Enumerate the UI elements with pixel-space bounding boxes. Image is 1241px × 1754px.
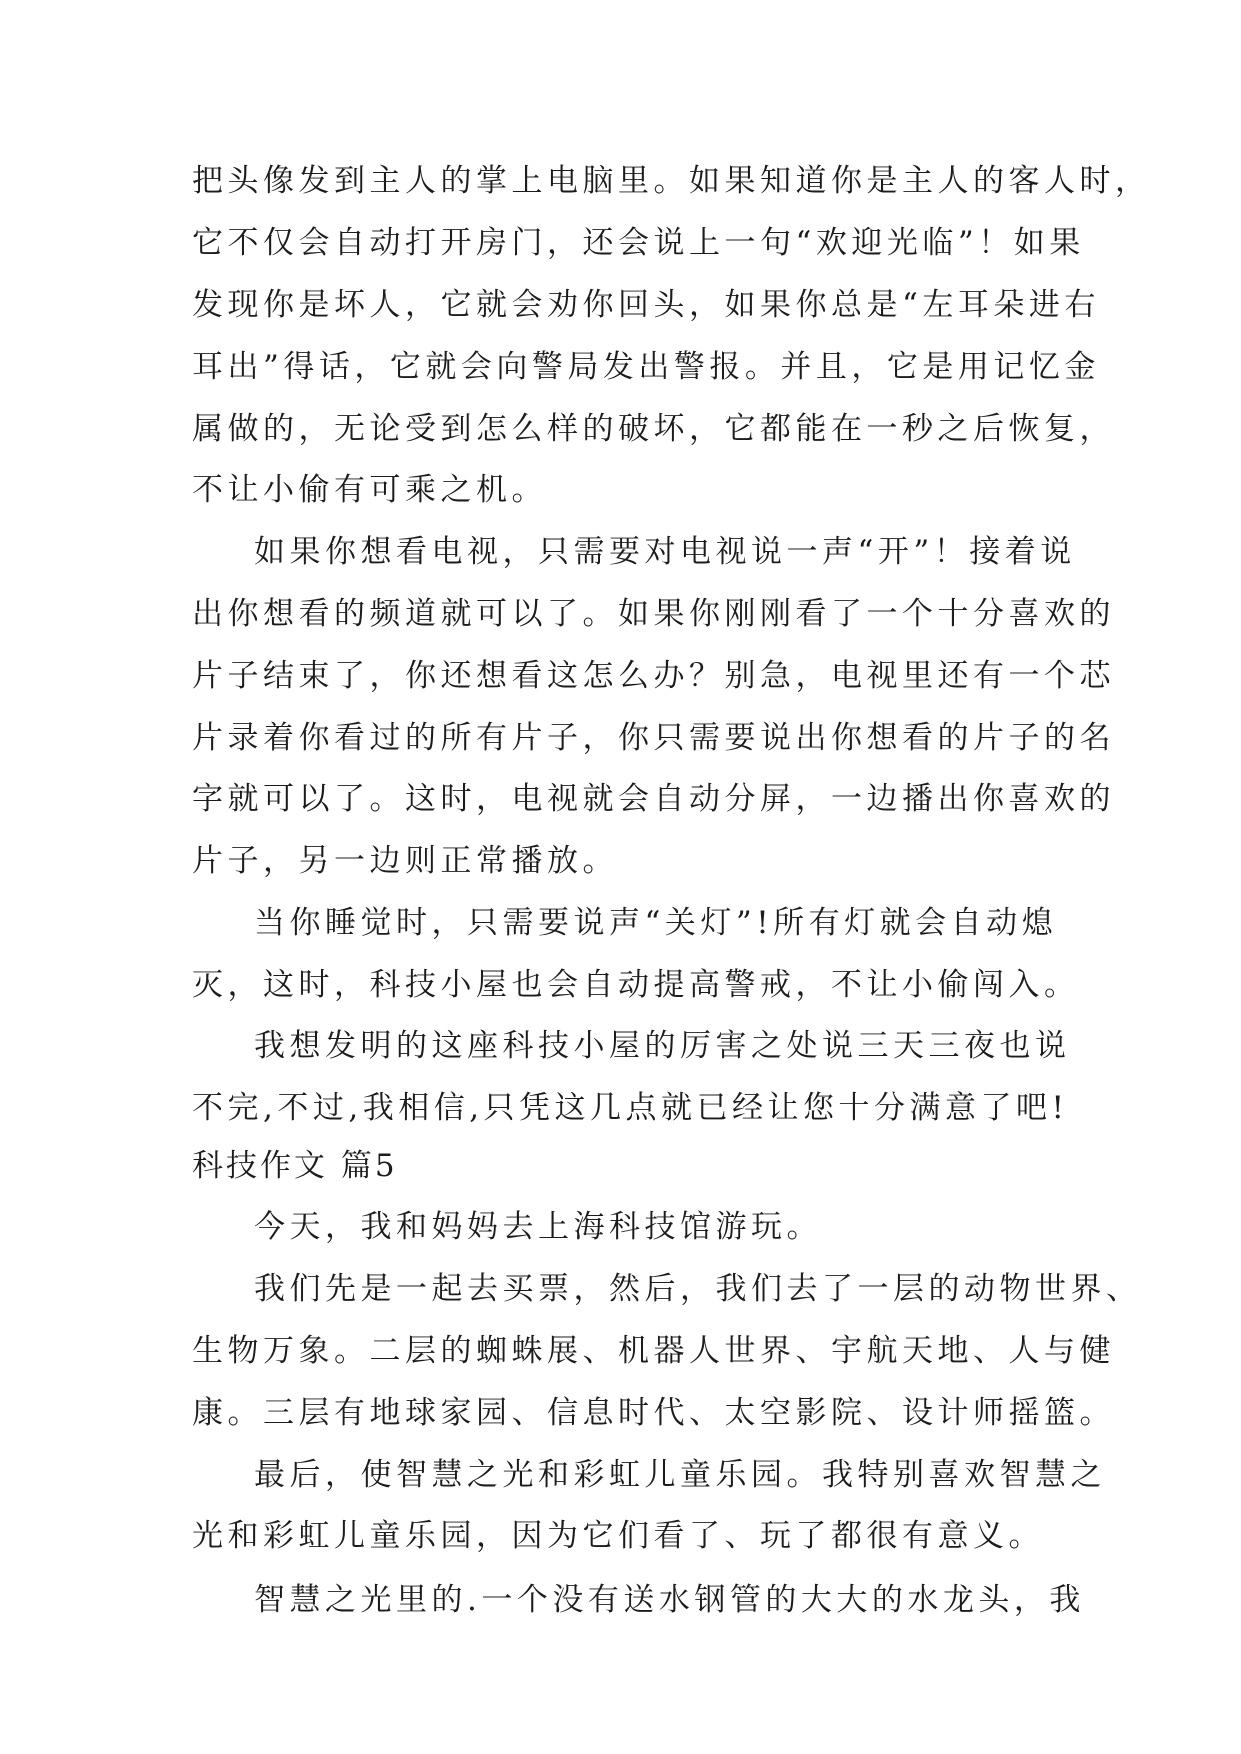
paragraph-first-line: 当你睡觉时，只需要说声“关灯”!所有灯就会自动熄 [254,905,1058,941]
paragraph-first-line: 今天，我和妈妈去上海科技馆游玩。 [254,1209,822,1245]
text-line: 生物万象。二层的蜘蛛展、机器人世界、宇航天地、人与健 [192,1333,1115,1369]
text-line: 出你想看的频道就可以了。如果你刚刚看了一个十分喜欢的 [192,596,1115,632]
text-line: 不完,不过,我相信,只凭这几点就已经让您十分满意了吧! [192,1090,1069,1126]
text-line: 光和彩虹儿童乐园，因为它们看了、玩了都很有意义。 [192,1518,1044,1554]
text-line: 它不仅会自动打开房门，还会说上一句“欢迎光临”！如果 [192,225,1085,261]
text-line: 属做的，无论受到怎么样的破坏，它都能在一秒之后恢复， [192,411,1115,447]
text-line: 片子，另一边则正常播放。 [192,843,618,879]
paragraph-first-line: 我们先是一起去买票，然后，我们去了一层的动物世界、 [254,1271,1142,1307]
text-line: 片子结束了，你还想看这怎么办？别急，电视里还有一个芯 [192,658,1115,694]
paragraph-first-line: 智慧之光里的.一个没有送水钢管的大大的水龙头，我 [254,1582,1085,1618]
paragraph-first-line: 我想发明的这座科技小屋的厉害之处说三天三夜也说 [254,1028,1071,1064]
text-line: 发现你是坏人，它就会劝你回头，如果你总是“左耳朵进右 [192,287,1100,323]
text-line: 康。三层有地球家园、信息时代、太空影院、设计师摇篮。 [192,1395,1115,1431]
section-heading: 科技作文 篇5 [192,1148,398,1184]
text-line: 灭，这时，科技小屋也会自动提高警戒，不让小偷闯入。 [192,967,1080,1003]
text-line: 耳出”得话，它就会向警局发出警报。并且，它是用记忆金 [192,349,1100,385]
paragraph-first-line: 最后，使智慧之光和彩虹儿童乐园。我特别喜欢智慧之 [254,1457,1106,1493]
paragraph-first-line: 如果你想看电视，只需要对电视说一声“开”！接着说 [254,534,1076,570]
text-line: 把头像发到主人的掌上电脑里。如果知道你是主人的客人时， [192,163,1151,199]
text-line: 字就可以了。这时，电视就会自动分屏，一边播出你喜欢的 [192,781,1115,817]
text-line: 不让小偷有可乘之机。 [192,472,547,508]
text-line: 片录着你看过的所有片子，你只需要说出你想看的片子的名 [192,720,1115,756]
